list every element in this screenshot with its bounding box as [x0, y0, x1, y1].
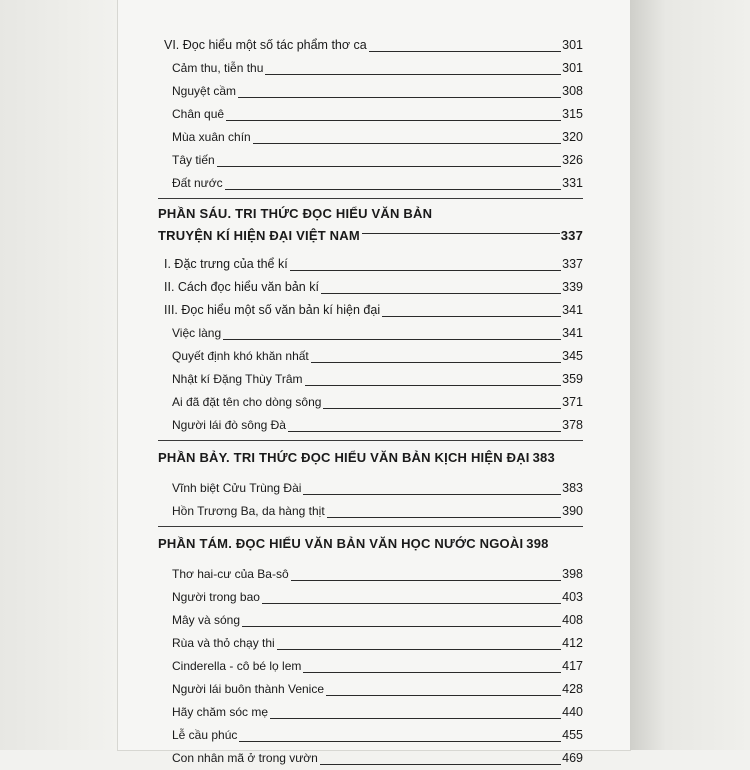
toc-entry-page: 412 — [562, 636, 583, 650]
photo-background-left — [0, 0, 120, 750]
toc-entry — [158, 322, 583, 345]
toc-entry-title: Đất nước — [172, 176, 223, 190]
book-spine-shadow — [630, 0, 750, 750]
toc-entry-page: 337 — [562, 257, 583, 271]
toc-entry-title: III. Đọc hiểu một số văn bản kí hiện đại — [164, 303, 381, 317]
part-six-items — [158, 322, 583, 437]
dot-leader — [270, 718, 561, 719]
dot-leader — [290, 270, 561, 271]
toc-entry-page: 455 — [562, 728, 583, 742]
toc-entry — [158, 253, 583, 276]
toc-entry — [158, 609, 583, 632]
toc-entry-page: 440 — [562, 705, 583, 719]
toc-entry — [158, 724, 583, 747]
group-vi-items — [158, 57, 583, 195]
dot-leader — [225, 189, 562, 190]
dot-leader — [253, 143, 561, 144]
toc-entry — [158, 299, 583, 322]
toc-entry-page: 428 — [562, 682, 583, 696]
toc-entry-page: 341 — [562, 303, 583, 317]
dot-leader — [362, 233, 560, 234]
toc-entry-title: Người lái buôn thành Venice — [172, 682, 325, 696]
toc-entry-title: I. Đặc trưng của thể kí — [164, 257, 288, 271]
part-eight-items — [158, 563, 583, 770]
toc-entry-title: VI. Đọc hiểu một số tác phẩm thơ ca — [164, 38, 367, 52]
toc-entry-page: 320 — [562, 130, 583, 144]
toc-entry — [158, 276, 583, 299]
toc-entry — [158, 632, 583, 655]
toc-entry-page: 390 — [562, 504, 583, 518]
toc-entry — [158, 172, 583, 195]
dot-leader — [277, 649, 561, 650]
toc-entry — [158, 563, 583, 586]
dot-leader — [223, 339, 561, 340]
toc-entry-title: Hãy chăm sóc mẹ — [172, 705, 269, 719]
toc-entry-page: 403 — [562, 590, 583, 604]
part-seven-heading — [158, 445, 583, 471]
toc-entry-title: Cảm thu, tiễn thu — [172, 61, 264, 75]
toc-entry-page: 341 — [562, 326, 583, 340]
dot-leader — [291, 580, 562, 581]
dot-leader — [288, 431, 561, 432]
toc-entry-title: Cinderella - cô bé lọ lem — [172, 659, 302, 673]
toc-entry-title: Nhật kí Đặng Thùy Trâm — [172, 372, 303, 386]
dot-leader — [226, 120, 561, 121]
toc-entry — [158, 126, 583, 149]
part-six-title-line2: TRUYỆN KÍ HIỆN ĐẠI VIỆT NAM — [158, 228, 360, 243]
toc-entry — [158, 391, 583, 414]
toc-entry-title: Ai đã đặt tên cho dòng sông — [172, 395, 322, 409]
toc-entry — [158, 149, 583, 172]
part-six-subsections — [158, 253, 583, 322]
part-seven-page: 383 — [532, 450, 555, 465]
part-six-heading-line1 — [158, 203, 583, 225]
toc-entry-title: Con nhân mã ở trong vườn — [172, 751, 318, 765]
toc-entry-page: 371 — [562, 395, 583, 409]
part-six-title-line1: PHẦN SÁU. TRI THỨC ĐỌC HIỂU VĂN BẢN — [158, 206, 433, 221]
toc-entry-title: Lễ cầu phúc — [172, 728, 238, 742]
dot-leader — [320, 764, 561, 765]
dot-leader — [323, 408, 561, 409]
section-divider — [158, 440, 583, 441]
toc-entry-title: Việc làng — [172, 326, 222, 340]
toc-entry-title: II. Cách đọc hiểu văn bản kí — [164, 280, 319, 294]
toc-entry-page: 408 — [562, 613, 583, 627]
part-six-page: 337 — [560, 228, 583, 243]
toc-entry-page: 359 — [562, 372, 583, 386]
toc-entry-group-vi — [158, 34, 583, 57]
toc-entry-title: Nguyệt cầm — [172, 84, 237, 98]
dot-leader — [239, 741, 561, 742]
section-divider — [158, 198, 583, 199]
toc-entry — [158, 57, 583, 80]
part-eight-heading — [158, 531, 583, 557]
toc-entry-page: 301 — [562, 38, 583, 52]
toc-entry-page: 345 — [562, 349, 583, 363]
toc-entry-page: 469 — [562, 751, 583, 765]
toc-entry-title: Quyết định khó khăn nhất — [172, 349, 309, 363]
toc-entry-title: Mây và sóng — [172, 613, 241, 627]
toc-entry-page: 378 — [562, 418, 583, 432]
dot-leader — [262, 603, 561, 604]
dot-leader — [327, 517, 561, 518]
toc-entry-title: Chân quê — [172, 107, 225, 121]
dot-leader — [242, 626, 561, 627]
toc-entry-page: 417 — [562, 659, 583, 673]
toc-entry-page: 398 — [562, 567, 583, 581]
toc-entry — [158, 678, 583, 701]
toc-entry-title: Tây tiến — [172, 153, 215, 167]
part-eight-page: 398 — [526, 536, 549, 551]
toc-entry-title: Vĩnh biệt Cửu Trùng Đài — [172, 481, 302, 495]
toc-entry-title: Người trong bao — [172, 590, 260, 604]
toc-entry-page: 331 — [562, 176, 583, 190]
dot-leader — [238, 97, 561, 98]
part-eight-title: PHẦN TÁM. ĐỌC HIỂU VĂN BẢN VĂN HỌC NƯỚC NGOÀI — [158, 536, 524, 551]
dot-leader — [303, 494, 561, 495]
toc-entry-page: 326 — [562, 153, 583, 167]
toc-entry — [158, 345, 583, 368]
toc-entry — [158, 500, 583, 523]
toc-entry — [158, 477, 583, 500]
dot-leader — [265, 74, 561, 75]
toc-entry — [158, 414, 583, 437]
section-divider — [158, 526, 583, 527]
toc-entry — [158, 80, 583, 103]
toc-entry-page: 308 — [562, 84, 583, 98]
toc-entry-page: 315 — [562, 107, 583, 121]
dot-leader — [382, 316, 561, 317]
toc-entry-title: Hồn Trương Ba, da hàng thịt — [172, 504, 325, 518]
toc-entry-page: 383 — [562, 481, 583, 495]
dot-leader — [321, 293, 561, 294]
dot-leader — [311, 362, 561, 363]
toc-entry-title: Mùa xuân chín — [172, 130, 251, 144]
dot-leader — [305, 385, 562, 386]
toc-entry — [158, 655, 583, 678]
toc-entry — [158, 701, 583, 724]
toc-entry-page: 301 — [562, 61, 583, 75]
toc-entry-title: Rùa và thỏ chạy thi — [172, 636, 275, 650]
part-seven-title: PHẦN BẢY. TRI THỨC ĐỌC HIỂU VĂN BẢN KỊCH HIỆN ĐẠI — [158, 450, 530, 465]
toc-entry-title: Thơ hai-cư của Ba-sô — [172, 567, 289, 581]
toc-entry — [158, 103, 583, 126]
dot-leader — [217, 166, 561, 167]
table-of-contents — [158, 34, 583, 770]
part-seven-items — [158, 477, 583, 523]
toc-entry — [158, 368, 583, 391]
toc-entry — [158, 586, 583, 609]
toc-entry-title: Người lái đò sông Đà — [172, 418, 286, 432]
dot-leader — [303, 672, 561, 673]
part-six-heading-line2 — [158, 225, 583, 247]
toc-entry — [158, 747, 583, 770]
dot-leader — [369, 51, 561, 52]
dot-leader — [326, 695, 561, 696]
toc-entry-page: 339 — [562, 280, 583, 294]
